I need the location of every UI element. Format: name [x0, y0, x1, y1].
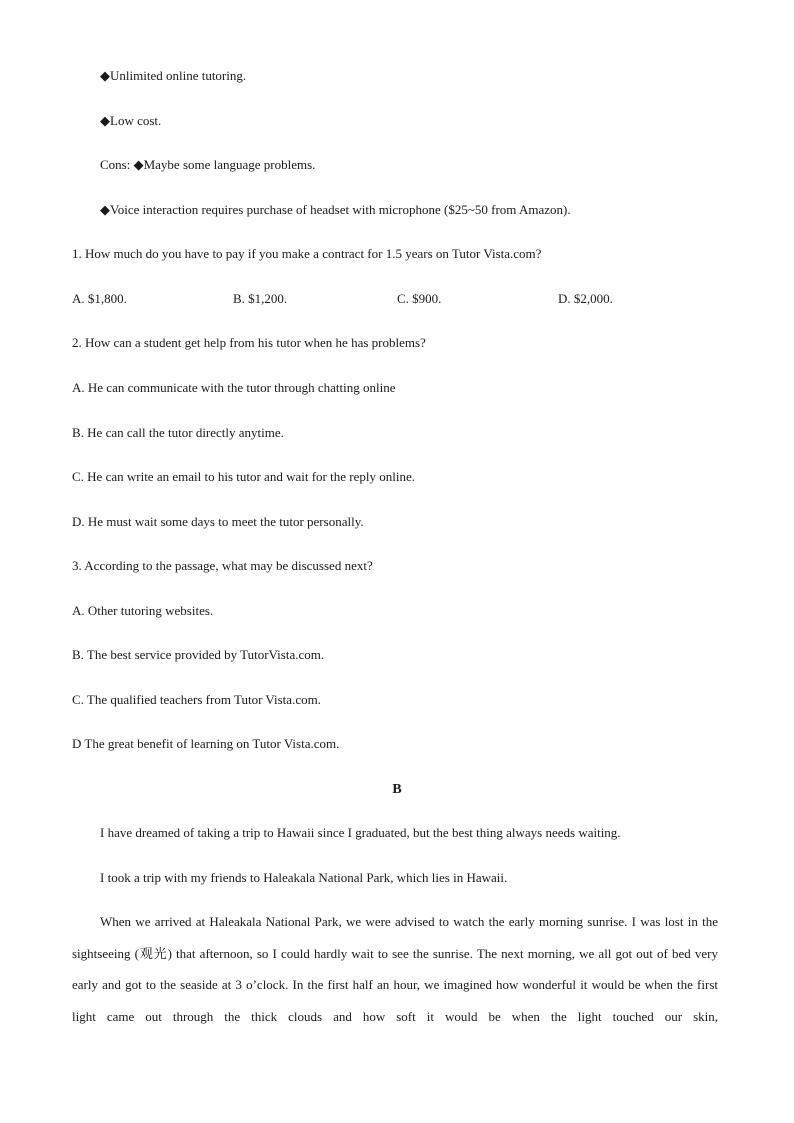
option-a: A. $1,800. [72, 291, 127, 306]
option-c: C. He can write an email to his tutor and wait for the reply online. [72, 469, 415, 484]
option-d: D. $2,000. [558, 291, 613, 306]
question-stem: 3. According to the passage, what may be discussed next? [72, 558, 373, 573]
question-stem: 2. How can a student get help from his tutor when he has problems? [72, 335, 426, 350]
option-b: B. The best service provided by TutorVista.com. [72, 647, 325, 662]
passage-paragraph: I took a trip with my friends to Haleakala National Park, which lies in Hawaii. [100, 870, 508, 885]
option-b: B. He can call the tutor directly anytime. [72, 425, 284, 440]
option-c: C. $900. [397, 291, 442, 306]
section-heading: B [392, 782, 402, 797]
option-b: B. $1,200. [233, 291, 288, 306]
option-d: D. He must wait some days to meet the tutor personally. [72, 514, 364, 529]
option-d: D The great benefit of learning on Tutor Vista.com. [72, 736, 340, 751]
option-c: C. The qualified teachers from Tutor Vista.com. [72, 692, 321, 707]
option-a: A. He can communicate with the tutor through chatting online [72, 380, 396, 395]
pro-item: ◆Unlimited online tutoring. [100, 68, 247, 83]
option-a: A. Other tutoring websites. [72, 603, 214, 618]
passage-paragraph: When we arrived at Haleakala National Park, we were advised to watch the early morning sunrise. I was lost in the sightseeing (观光) that afternoon, so I could hardly wait to see the sunrise. The next morning, we all got out of bed very early and got to the seaside at 3 o’clock. In the first half an hour, we imagined how wonderful it would be when the first light came out through the thick clouds and how soft it would be when the light touched our skin, [72, 914, 718, 1024]
question-stem: 1. How much do you have to pay if you make a contract for 1.5 years on Tutor Vista.com? [72, 246, 542, 261]
con-item: ◆Voice interaction requires purchase of headset with microphone ($25~50 from Amazon). [100, 202, 571, 217]
pro-item: ◆Low cost. [100, 113, 162, 128]
passage-paragraph: I have dreamed of taking a trip to Hawaii since I graduated, but the best thing always needs waiting. [100, 825, 621, 840]
con-item: Cons: ◆Maybe some language problems. [100, 157, 316, 172]
